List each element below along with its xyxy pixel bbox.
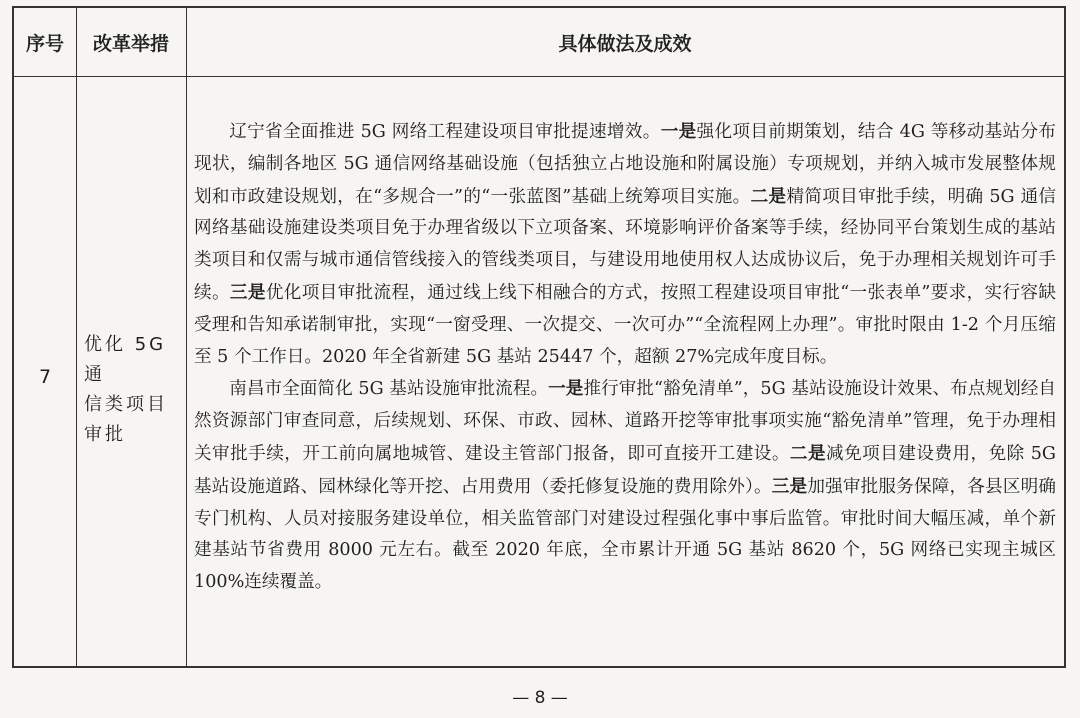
para-text: 强化项目前期策划，结合 4G 等移动基站分布现状，编制各地区 5G 通信网络基础设施（包括独立占地设施和附属设施）专项规划，并纳入城市发展整体规划和市政建设规划，在“多规合一”的“一张蓝图”基础上统筹项目实施。 <box>194 122 1056 207</box>
reform-table <box>12 6 1066 668</box>
header-num: 序号 <box>25 32 64 55</box>
keyword: 三是 <box>229 281 266 303</box>
keyword: 二是 <box>789 442 827 464</box>
keyword: 二是 <box>750 185 787 207</box>
paragraph-nanchang <box>194 373 1056 599</box>
para-intro: 辽宁省全面推进 5G 网络工程建设项目审批提速增效。 <box>229 122 661 142</box>
reform-measure <box>84 330 188 450</box>
reform-line: 信类项目 <box>84 394 168 415</box>
reform-line: 优化 5G 通 <box>84 334 167 385</box>
para-intro: 南昌市全面简化 5G 基站设施审批流程。 <box>229 379 549 400</box>
header-divider <box>14 76 1064 77</box>
detail-content <box>194 116 1056 599</box>
reform-line: 审批 <box>84 424 126 445</box>
row-number: 7 <box>38 366 52 388</box>
para-text: 推行审批“豁免清单”，5G 基站设施设计效果、布点规划经自然资源部门审查同意，后续规划、环保、市政、园林、道路开挖等审批事项实施“豁免清单”管理，免于办理相关审批手续，开工前向属地城管、建设主管部门报备，即可直接开工建设。 <box>194 379 1056 464</box>
header-reform: 改革举措 <box>92 32 169 55</box>
page-number: — 8 — <box>512 688 568 708</box>
para-text: 减免项目建设费用，免除 5G 基站设施道路、园林绿化等开挖、占用费用（委托修复设施的费用除外）。 <box>194 443 1056 497</box>
para-text: 精简项目审批手续，明确 5G 通信网络基础设施建设类项目免于办理省级以下立项备案、环境影响评价备案等手续，经协同平台策划生成的基站类项目和仅需与城市通信管线接入的管线类项目，与建设用地使用权人达成协议后，免于办理相关规划许可手续。 <box>194 186 1057 303</box>
header-detail: 具体做法及成效 <box>558 32 692 55</box>
keyword: 一是 <box>660 121 697 142</box>
keyword: 三是 <box>771 475 808 497</box>
para-text: 优化项目审批流程，通过线上线下相融合的方式，按照工程建设项目审批“一张表单”要求，实行容缺受理和告知承诺制审批，实现“一窗受理、一次提交、一次可办”“全流程网上办理”。审批时限由 1-2 个月压缩至 5 个工作日。2020 年全省新建 5G 基站 25447 个，超额 27%完成年度目标。 <box>194 282 1056 367</box>
column-divider <box>76 8 77 666</box>
para-text: 加强审批服务保障，各县区明确专门机构、人员对接服务建设单位，相关监管部门对建设过程强化事中事后监管。审批时间大幅压减，单个新建基站节省费用 8000 元左右。截至 2020 年底，全市累计开通 5G 基站 8620 个，5G 网络已实现主城区 100%连续覆盖。 <box>194 476 1056 593</box>
paragraph-liaoning <box>194 116 1056 373</box>
keyword: 一是 <box>548 378 584 400</box>
